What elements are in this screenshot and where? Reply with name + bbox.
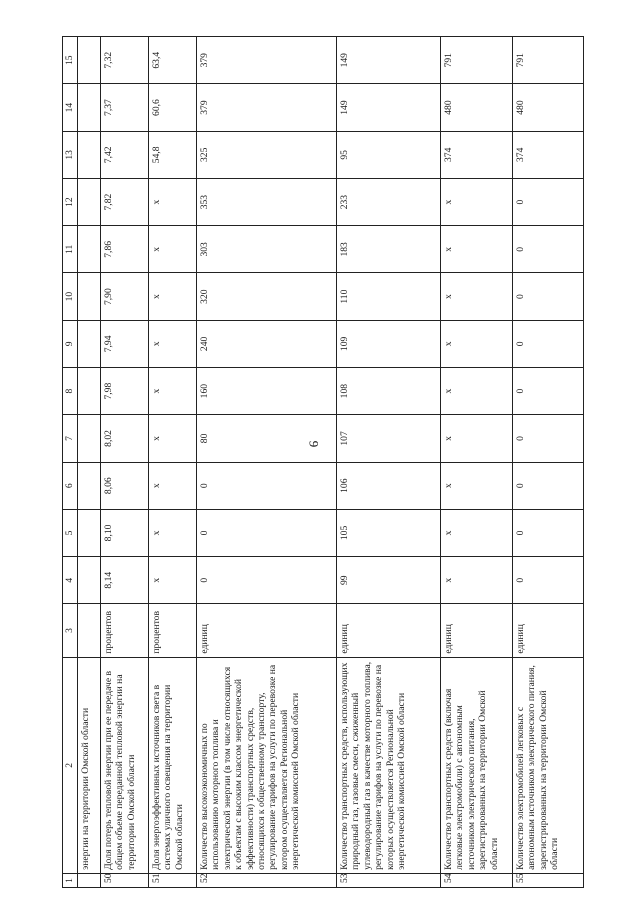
col-header: 6 [63,462,78,509]
col-header: 5 [63,509,78,556]
col-header: 13 [63,131,78,178]
row-number: 55 [513,873,584,887]
value-cell: 233 [337,178,441,225]
value-cell: 99 [337,557,441,604]
col-header: 3 [63,604,78,657]
row-number: 51 [149,873,197,887]
indicator-name: Количество транспортных средств, использующих природный газ, газовые смеси, сжиженный углеводородный газ в качестве моторного топлива, регулирование тарифов на услуги по перевозке на которых осуществляется Региональной энергетической комиссией Омской области [337,657,441,873]
value-cell: х [149,415,197,462]
unit-cell: процентов [149,604,197,657]
value-cell: 320 [197,273,337,320]
indicator-name: Количество высокоэкономичных по использованию моторного топлива и электрической энергии (в том числе относящихся к объектам с высоким классом энергетической эффективности) транспортных средств, относящихся к общественному транспорту, регулирование тарифов на услуги по перевозке на котором осуществляется Региональной энергетической комиссией Омской области [197,657,337,873]
indicator-name: Доля энергоэффективных источников света в системах уличного освещения на территории Омской области [149,657,197,873]
value-cell: х [441,178,513,225]
value-cell: 8,06 [101,462,149,509]
value-cell: х [441,509,513,556]
value-cell: 107 [337,415,441,462]
value-cell: 480 [441,84,513,131]
row-number: 52 [197,873,337,887]
value-cell: 95 [337,131,441,178]
value-cell: 63,4 [149,37,197,84]
row-number: 53 [337,873,441,887]
table-row [197,37,337,888]
value-cell: 480 [513,84,584,131]
value-cell: 374 [441,131,513,178]
col-header: 12 [63,178,78,225]
value-cell: 160 [197,368,337,415]
indicator-name: Количество электромобилей легковых с автономным источником электрического питания, зарегистрированных на территории Омской области [513,657,584,873]
value-cell: 183 [337,226,441,273]
rotated-table-container [62,36,584,888]
value-cell: 325 [197,131,337,178]
value-cell: 0 [513,178,584,225]
value-cell: х [149,226,197,273]
value-cell: х [441,462,513,509]
unit-cell: процентов [101,604,149,657]
value-cell: х [441,273,513,320]
indicator-name: Количество транспортных средств (включая легковые электромобили) с автономным источником электрического питания, зарегистрированных на территории Омской области [441,657,513,873]
value-cell: 108 [337,368,441,415]
value-cell: х [441,368,513,415]
unit-cell: единиц [197,604,337,657]
value-cell: 303 [197,226,337,273]
table-row [149,37,197,888]
value-cell: 106 [337,462,441,509]
table-row [513,37,584,888]
unit-cell: единиц [441,604,513,657]
value-cell: 7,94 [101,320,149,367]
value-cell: 7,42 [101,131,149,178]
value-cell: 110 [337,273,441,320]
column-number-row [63,37,78,888]
value-cell: 7,90 [101,273,149,320]
value-cell: 80 [197,415,337,462]
col-header: 8 [63,368,78,415]
table-row [441,37,513,888]
value-cell: 149 [337,37,441,84]
col-header: 10 [63,273,78,320]
col-header: 2 [63,657,78,873]
value-cell: 105 [337,509,441,556]
value-cell: 149 [337,84,441,131]
col-header: 4 [63,557,78,604]
value-cell: 7,98 [101,368,149,415]
continuation-row [78,37,101,888]
value-cell: 0 [513,368,584,415]
value-cell: 7,32 [101,37,149,84]
value-cell: 240 [197,320,337,367]
value-cell: х [149,462,197,509]
value-cell: 8,14 [101,557,149,604]
value-cell: 7,86 [101,226,149,273]
value-cell: х [149,368,197,415]
col-header: 7 [63,415,78,462]
value-cell: х [149,273,197,320]
value-cell: х [149,509,197,556]
page-number: 9 [306,440,322,448]
value-cell: 791 [441,37,513,84]
col-header: 11 [63,226,78,273]
value-cell: 0 [197,557,337,604]
value-cell: 0 [513,273,584,320]
table-row [101,37,149,888]
value-cell: 7,37 [101,84,149,131]
value-cell: 0 [513,226,584,273]
indicators-table [62,36,584,888]
value-cell: х [441,320,513,367]
value-cell: 8,02 [101,415,149,462]
value-cell: 8,10 [101,509,149,556]
value-cell: 0 [197,462,337,509]
col-header: 14 [63,84,78,131]
value-cell: х [149,320,197,367]
value-cell: х [441,415,513,462]
col-header: 9 [63,320,78,367]
value-cell: 0 [513,320,584,367]
value-cell: 0 [197,509,337,556]
value-cell: 109 [337,320,441,367]
value-cell: 0 [513,557,584,604]
value-cell: 379 [197,84,337,131]
row-number: 50 [101,873,149,887]
value-cell: 374 [513,131,584,178]
value-cell: 791 [513,37,584,84]
value-cell: 7,82 [101,178,149,225]
unit-cell: единиц [513,604,584,657]
value-cell: 0 [513,415,584,462]
value-cell: 353 [197,178,337,225]
row-number: 54 [441,873,513,887]
value-cell: 60,6 [149,84,197,131]
indicator-name: Доля потерь тепловой энергии при ее передаче в общем объеме переданной тепловой энергии на территории Омской области [101,657,149,873]
value-cell: 54,8 [149,131,197,178]
value-cell: х [149,557,197,604]
value-cell: х [149,178,197,225]
value-cell: 0 [513,462,584,509]
unit-cell: единиц [337,604,441,657]
col-header: 1 [63,873,78,887]
value-cell: 0 [513,509,584,556]
col-header: 15 [63,37,78,84]
continuation-text: энергии на территории Омской области [78,657,101,873]
value-cell: х [441,557,513,604]
value-cell: х [441,226,513,273]
table-row [337,37,441,888]
value-cell: 379 [197,37,337,84]
